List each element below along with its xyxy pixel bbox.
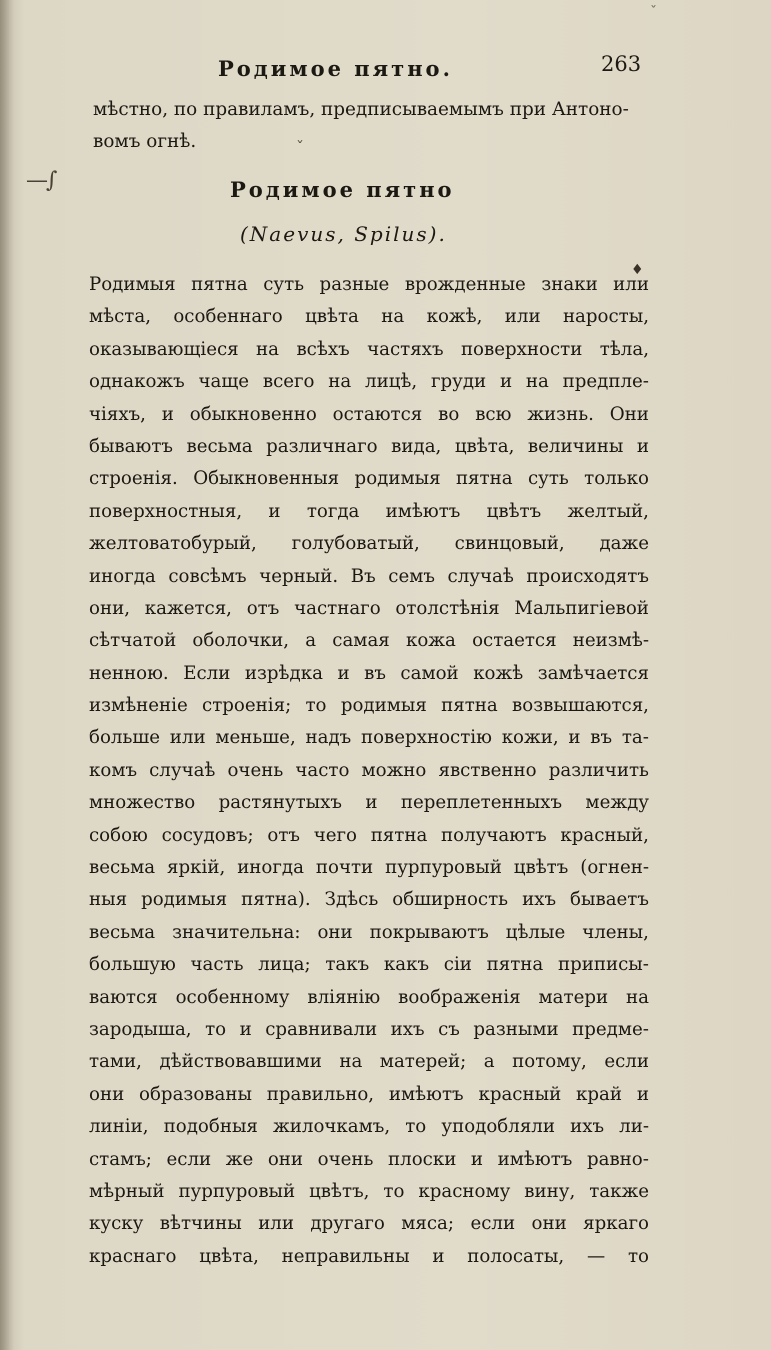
body-line: куску вѣтчины или другаго мяса; если они яркаго bbox=[89, 1213, 649, 1235]
body-line: сѣтчатой оболочки, а самая кожа остается неизмѣ- bbox=[89, 630, 649, 652]
body-line: ныя родимыя пятна). Здѣсь обширность ихъ бываетъ bbox=[89, 889, 649, 911]
corner-mark: ˇ bbox=[650, 4, 657, 20]
body-line: линіи, подобныя жилочкамъ, то уподобляли ихъ ли- bbox=[89, 1116, 649, 1138]
body-line: они, кажется, отъ частнаго отолстѣнія Мальпигіевой bbox=[89, 597, 649, 619]
body-line: стамъ; если же они очень плоски и имѣютъ равно- bbox=[89, 1148, 649, 1170]
article-body bbox=[89, 276, 649, 1280]
body-line: мѣрный пурпуровый цвѣтъ, то красному вину, также bbox=[89, 1180, 649, 1202]
body-line: они образованы правильно, имѣютъ красный край и bbox=[89, 1083, 649, 1105]
body-line: бываютъ весьма различнаго вида, цвѣта, величины и bbox=[89, 435, 649, 457]
running-head: Родимое пятно. bbox=[218, 56, 453, 81]
body-line: поверхностныя, и тогда имѣютъ цвѣтъ желтый, bbox=[89, 500, 649, 522]
body-line: ненною. Если изрѣдка и въ самой кожѣ замѣчается bbox=[89, 662, 649, 684]
ink-dot: ♦ bbox=[631, 262, 644, 278]
body-line: Родимыя пятна суть разные врожденные знаки или bbox=[89, 274, 649, 295]
body-line: однакожъ чаще всего на лицѣ, груди и на предпле- bbox=[89, 371, 649, 393]
stray-ink-mark: ˇ bbox=[296, 138, 304, 157]
margin-pencil-mark: —∫ bbox=[26, 168, 56, 193]
body-line: больше или меньше, надъ поверхностію кожи, и въ та- bbox=[89, 727, 649, 749]
gutter-shadow bbox=[0, 0, 14, 1350]
body-line: краснаго цвѣта, неправильны и полосаты, — то bbox=[89, 1245, 649, 1267]
body-line: чіяхъ, и обыкновенно остаются во всю жизнь. Они bbox=[89, 403, 649, 425]
body-line: тами, дѣйствовавшими на матерей; а потому, если bbox=[89, 1051, 649, 1073]
continuation-line: мѣстно, по правиламъ, предписываемымъ при Антоно- bbox=[93, 99, 629, 120]
body-line: весьма яркій, иногда почти пурпуровый цвѣтъ (огнен- bbox=[89, 857, 649, 879]
page-number: 263 bbox=[601, 52, 642, 76]
continuation-line: вомъ огнѣ. bbox=[93, 131, 197, 152]
body-line: мѣста, особеннаго цвѣта на кожѣ, или наросты, bbox=[89, 306, 649, 328]
body-line: иногда совсѣмъ черный. Въ семъ случаѣ происходятъ bbox=[89, 565, 649, 587]
body-line: желтоватобурый, голубоватый, свинцовый, даже bbox=[89, 533, 649, 555]
body-line: строенія. Обыкновенныя родимыя пятна суть только bbox=[89, 468, 649, 490]
body-line: зародыша, то и сравнивали ихъ съ разными предме- bbox=[89, 1018, 649, 1040]
article-subtitle: (Naevus, Spilus). bbox=[240, 222, 447, 246]
body-line: измѣненіе строенія; то родимыя пятна возвышаются, bbox=[89, 695, 649, 717]
body-line: множество растянутыхъ и переплетенныхъ между bbox=[89, 792, 649, 814]
article-title: Родимое пятно bbox=[230, 177, 455, 202]
body-line: оказывающіеся на всѣхъ частяхъ поверхности тѣла, bbox=[89, 338, 649, 360]
body-line: комъ случаѣ очень часто можно явственно различить bbox=[89, 759, 649, 781]
body-line: большую часть лица; такъ какъ сіи пятна приписы- bbox=[89, 954, 649, 976]
body-line: собою сосудовъ; отъ чего пятна получаютъ красный, bbox=[89, 824, 649, 846]
body-line: весьма значительна: они покрываютъ цѣлые члены, bbox=[89, 921, 649, 943]
body-line: ваются особенному вліянію воображенія матери на bbox=[89, 986, 649, 1008]
